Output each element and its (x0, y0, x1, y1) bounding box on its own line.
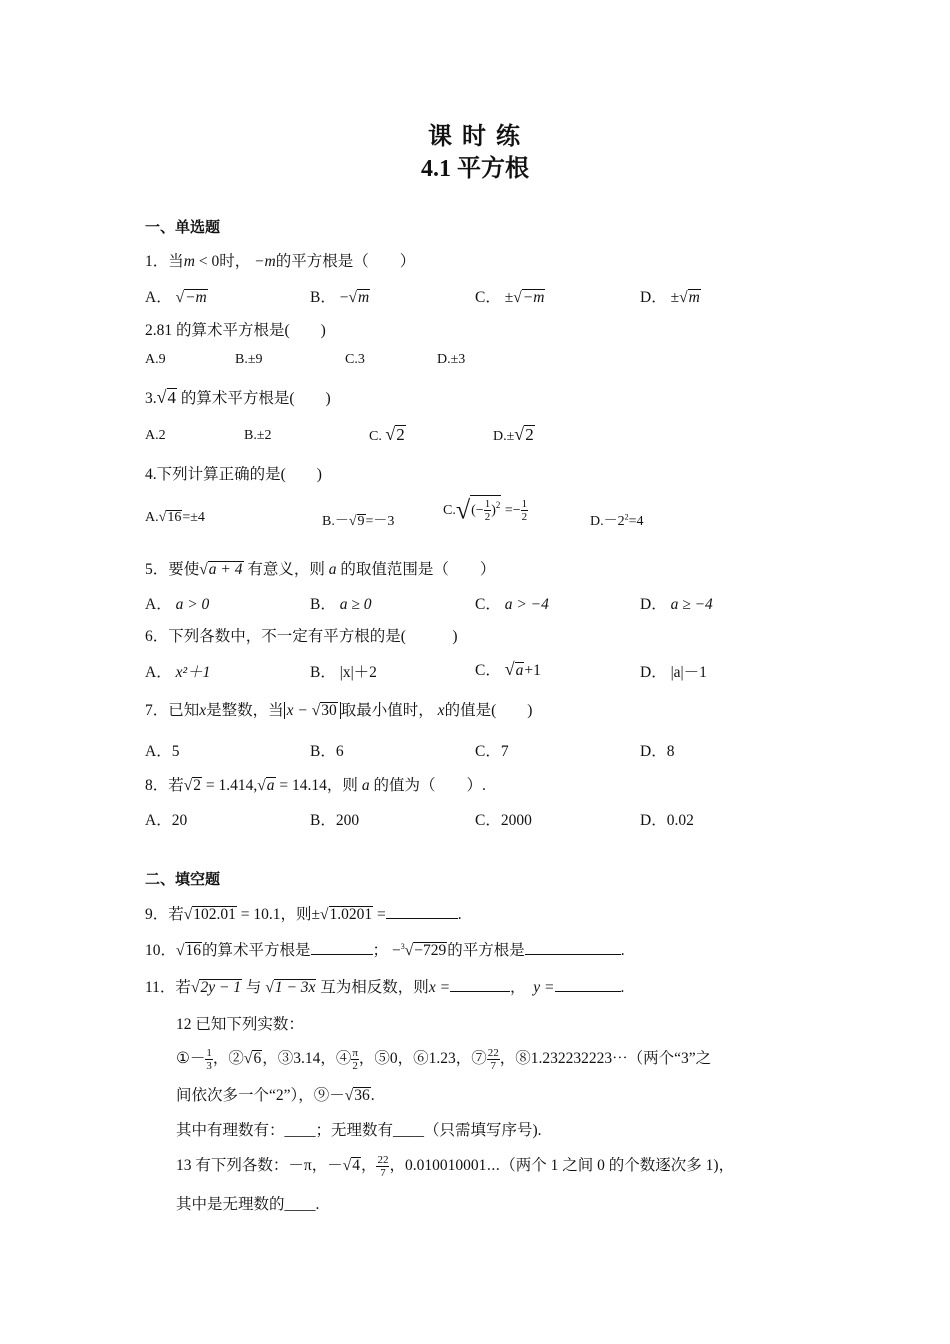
q4-option-d[interactable] (590, 510, 644, 530)
option-radicand: 9 (357, 514, 365, 529)
q10-root-index: 3 (400, 941, 405, 951)
frac-den: 2 (521, 511, 528, 524)
q10-stem: 的算术平方根是 (202, 942, 311, 959)
q10-answer-blank-1[interactable] (311, 954, 373, 955)
q3-num: 3. (145, 390, 157, 407)
q5-var: a (328, 561, 337, 578)
option-label: A． (145, 664, 172, 681)
q5-option-c[interactable] (475, 592, 549, 614)
question-8: 8．若√2 = 1.414,√a = 14.14，则 a 的值为（ ）. (145, 777, 486, 794)
page-title: 课 时 练 (428, 124, 522, 150)
question-13: 13 有下列各数：－π，－√4， $\frac{22}{7}$ ，0.010010001⋯（两个 1 之间 0 的个数逐次多 1)， (176, 1153, 735, 1179)
option-value: −m (185, 289, 207, 306)
q8-option-c[interactable]: C．2000 (475, 812, 532, 829)
question-7: 7．已知x是整数，当 x − √30 取最小值时， x的值是( ) (145, 702, 533, 719)
q10-radicand-2: −729 (414, 942, 447, 959)
q6-option-d[interactable] (640, 660, 707, 682)
q10-neg: − (391, 942, 401, 959)
q3-radicand: 4 (167, 388, 177, 407)
q8-stem: ，则 (326, 777, 358, 794)
option-label: D． (640, 664, 667, 681)
q5-stem-end: 的取值范围是（ ） (340, 561, 496, 578)
section-fill-blank: 二、填空题 (145, 870, 221, 888)
option-label: B． (310, 289, 336, 306)
frac-den: 2 (484, 511, 491, 524)
option-value: =− (504, 502, 521, 518)
frac-den: 2 (352, 1059, 358, 1072)
q12-radicand: 6 (253, 1050, 262, 1067)
q12-text: ，⑤0，⑥1.23，⑦ (358, 1050, 487, 1067)
q3-option-b[interactable]: B.±2 (244, 428, 272, 443)
q1-expr: −m (254, 253, 276, 270)
option-value: 2 (525, 425, 534, 444)
question-12: 12 已知下列实数： (176, 1016, 304, 1033)
q11-x: x = (428, 979, 451, 996)
q11-radicand-2: 1 − 3x (274, 979, 316, 996)
q10-num: 10． (145, 942, 177, 959)
option-label: B． (310, 596, 336, 613)
question-6: 6．下列各数中，不一定有平方根的是( ) (145, 628, 458, 645)
q9-radicand-2: 1.0201 (329, 906, 373, 923)
q8-eq-1: = 1.414, (202, 777, 258, 794)
q10-radicand-1: 16 (185, 942, 202, 959)
option-label: D.± (493, 429, 515, 444)
question-5: 5．要使√a + 4 有意义，则 a 的取值范围是（ ） (145, 561, 496, 578)
q9-answer-blank[interactable] (386, 918, 458, 919)
q12-text: ，③3.14，④ (262, 1050, 352, 1067)
q13-text: ， (360, 1157, 377, 1174)
question-11: 11．若√2y − 1 与 √1 − 3x 互为相反数，则x = ， y = . (145, 979, 625, 996)
q12-text: . (370, 1087, 375, 1104)
q10-end: . (620, 942, 625, 959)
option-label: C. (369, 429, 382, 444)
q8-eq-2: = 14.14 (275, 777, 327, 794)
q1-cond: < 0时， (194, 253, 251, 270)
q8-radicand-2: a (266, 777, 275, 794)
option-label: C． (475, 596, 501, 613)
q13-text: ，0.010010001⋯（两个 1 之间 0 的个数逐次多 1)， (389, 1157, 735, 1174)
question-1 (145, 249, 415, 271)
q3-option-d[interactable]: D.±√2 (493, 424, 534, 444)
q7-radicand: 30 (321, 702, 337, 719)
option-label: A． (145, 596, 172, 613)
frac-num: 22 (377, 1153, 389, 1166)
q7-var2: x (437, 702, 445, 719)
q8-radicand-1: 2 (193, 777, 202, 794)
q1-var: m (183, 253, 195, 270)
option-label: D． (640, 596, 667, 613)
q7-option-b[interactable]: B．6 (310, 743, 344, 760)
q8-var: a (361, 777, 370, 794)
option-value: a ≥ 0 (339, 596, 372, 613)
q11-radicand-1: 2y − 1 (200, 979, 242, 996)
q12-text: 间依次多一个“2”），⑨－ (176, 1087, 345, 1104)
option-label: B． (310, 664, 336, 681)
q11-end: . (620, 979, 625, 996)
option-label: B.－ (322, 514, 349, 529)
q13-text: 13 有下列各数：－π，－ (176, 1157, 343, 1174)
q2-option-c[interactable]: C.3 (345, 352, 365, 367)
q5-option-a[interactable] (145, 592, 209, 614)
q12-radicand-2: 36 (354, 1087, 370, 1104)
q6-option-c[interactable]: C． √a+1 (475, 659, 541, 679)
q7-var: x (199, 702, 207, 719)
question-9: 9．若√102.01 = 10.1，则±√1.0201 = . (145, 906, 462, 923)
q5-option-b[interactable] (310, 592, 371, 614)
q8-stem-end: 的值为（ ）. (373, 777, 486, 794)
q8-option-b[interactable]: B．200 (310, 812, 360, 829)
page-subtitle: 4.1 平方根 (421, 156, 529, 182)
q4-option-a[interactable]: A.√16=±4 (145, 510, 205, 525)
q5-num: 5．要使 (145, 561, 200, 578)
option-value: |a|－1 (670, 664, 707, 681)
q1-option-a[interactable]: A． √−m (145, 289, 207, 306)
q7-option-d[interactable]: D．8 (640, 743, 675, 760)
q12-text: ①－ (176, 1050, 206, 1067)
frac-den: 3 (206, 1059, 212, 1072)
option-radicand: a (515, 662, 524, 679)
frac-den: 7 (380, 1166, 386, 1179)
option-value: |x|＋2 (339, 664, 377, 681)
section-single-choice: 一、单选题 (145, 218, 221, 236)
option-value: m (688, 289, 700, 306)
q10-sep: ； (372, 942, 389, 959)
q11-stem: 互为相反数，则 (320, 979, 429, 996)
q5-radicand: a + 4 (208, 561, 243, 578)
q3-option-a[interactable]: A.2 (145, 428, 166, 443)
q7-option-a[interactable]: A．5 (145, 743, 180, 760)
q1-stem: 的平方根是（ ） (275, 253, 416, 270)
q4-option-c[interactable]: C.√(− $\frac{1}{2}$ )$^2$ =− $\frac{1}{2}$ (443, 495, 528, 525)
option-label: D.－2 (590, 514, 625, 529)
option-label: D． (640, 289, 667, 306)
q13-radicand: 4 (352, 1157, 360, 1174)
q1-option-c[interactable]: C． ±√−m (475, 289, 545, 306)
option-label: A. (145, 510, 159, 525)
option-value: =4 (628, 514, 644, 529)
q8-num: 8．若 (145, 777, 184, 794)
option-value: a > 0 (175, 596, 210, 613)
option-value: =－3 (365, 514, 395, 529)
option-label: A． (145, 289, 172, 306)
q12-text: ，⑧1.232232223⋯（两个“3”之 (499, 1050, 712, 1067)
q9-end: . (457, 906, 462, 923)
option-exponent: 2 (624, 512, 629, 522)
q7-stem-end: 的值是( ) (444, 702, 533, 719)
q7-expr: x − (286, 702, 312, 719)
q11-sep: ， (510, 979, 526, 996)
q9-eq-1: = 10.1，则± (236, 906, 321, 923)
option-radicand: 16 (167, 510, 182, 525)
option-label: C. (443, 502, 456, 518)
option-value: +1 (524, 662, 541, 679)
option-value: m (357, 289, 370, 306)
option-value: x²＋1 (175, 664, 211, 681)
q10-answer-blank-2[interactable] (525, 954, 621, 955)
q9-num: 9．若 (145, 906, 184, 923)
q3-stem: 的算术平方根是( ) (180, 390, 331, 407)
q11-answer-blank-y[interactable] (555, 991, 621, 992)
frac-num: 22 (487, 1046, 499, 1059)
question-10: 10．√16的算术平方根是 ； −$^3$√−729的平方根是 . (145, 941, 625, 959)
q6-option-a[interactable] (145, 660, 210, 682)
question-2: 2.81 的算术平方根是( ) (145, 322, 326, 339)
frac-num: 1 (521, 498, 528, 510)
q11-answer-blank-x[interactable] (450, 991, 510, 992)
q4-option-b[interactable]: B.－√9=－3 (322, 514, 395, 529)
option-label: C． (475, 662, 501, 679)
option-value: =±4 (182, 510, 205, 525)
q1-option-b[interactable]: B． −√m (310, 289, 370, 306)
q5-option-d[interactable] (640, 592, 713, 614)
q3-option-c[interactable]: C. √2 (369, 424, 405, 444)
question-4: 4.下列计算正确的是( ) (145, 466, 322, 483)
q12-line-1: ①－ $\frac{1}{3}$ ，②√6，③3.14，④ $\frac{\pi}{2}$ ，⑤0，⑥1.23，⑦ $\frac{22}{7}$ ，⑧1.232232223⋯（两个“3”之 (176, 1046, 712, 1072)
q9-eq-2: = (373, 906, 386, 923)
q12-line-3: 其中有理数有：____；无理数有____（只需填写序号). (176, 1122, 542, 1139)
q7-stem: 是整数，当 (206, 702, 284, 719)
q1-option-d[interactable]: D． ±√m (640, 289, 700, 306)
q2-option-b[interactable]: B.±9 (235, 352, 263, 367)
q7-num: 7．已知 (145, 702, 200, 719)
option-value: 2 (396, 425, 405, 444)
q11-and: 与 (245, 979, 262, 996)
q12-line-2: 间依次多一个“2”），⑨－√36. (176, 1087, 375, 1104)
q2-option-d[interactable]: D.±3 (437, 352, 466, 367)
q11-y: y = (533, 979, 555, 996)
option-value: −m (522, 289, 545, 306)
frac-num: 1 (206, 1046, 212, 1059)
q9-radicand-1: 102.01 (193, 906, 236, 923)
q7-stem-mid: 取最小值时， (340, 702, 434, 719)
option-label: C． (475, 289, 501, 306)
question-3: 3.√4 的算术平方根是( ) (145, 387, 331, 407)
q11-num: 11．若 (145, 979, 191, 996)
q10-stem-2: 的平方根是 (447, 942, 525, 959)
q7-option-c[interactable]: C．7 (475, 743, 509, 760)
q6-option-b[interactable] (310, 660, 377, 682)
frac-num: π (352, 1046, 358, 1059)
q12-text: ，② (212, 1050, 244, 1067)
frac-den: 7 (490, 1059, 497, 1072)
q1-text: 1．当 (145, 253, 184, 270)
q8-option-d[interactable]: D．0.02 (640, 812, 694, 829)
option-value: a ≥ −4 (670, 596, 713, 613)
frac-num: 1 (484, 498, 491, 510)
q8-option-a[interactable]: A．20 (145, 812, 188, 829)
q2-option-a[interactable]: A.9 (145, 352, 166, 367)
option-value: a > −4 (504, 596, 549, 613)
q13-line-2: 其中是无理数的____. (176, 1196, 320, 1213)
q5-stem: 有意义，则 (247, 561, 325, 578)
